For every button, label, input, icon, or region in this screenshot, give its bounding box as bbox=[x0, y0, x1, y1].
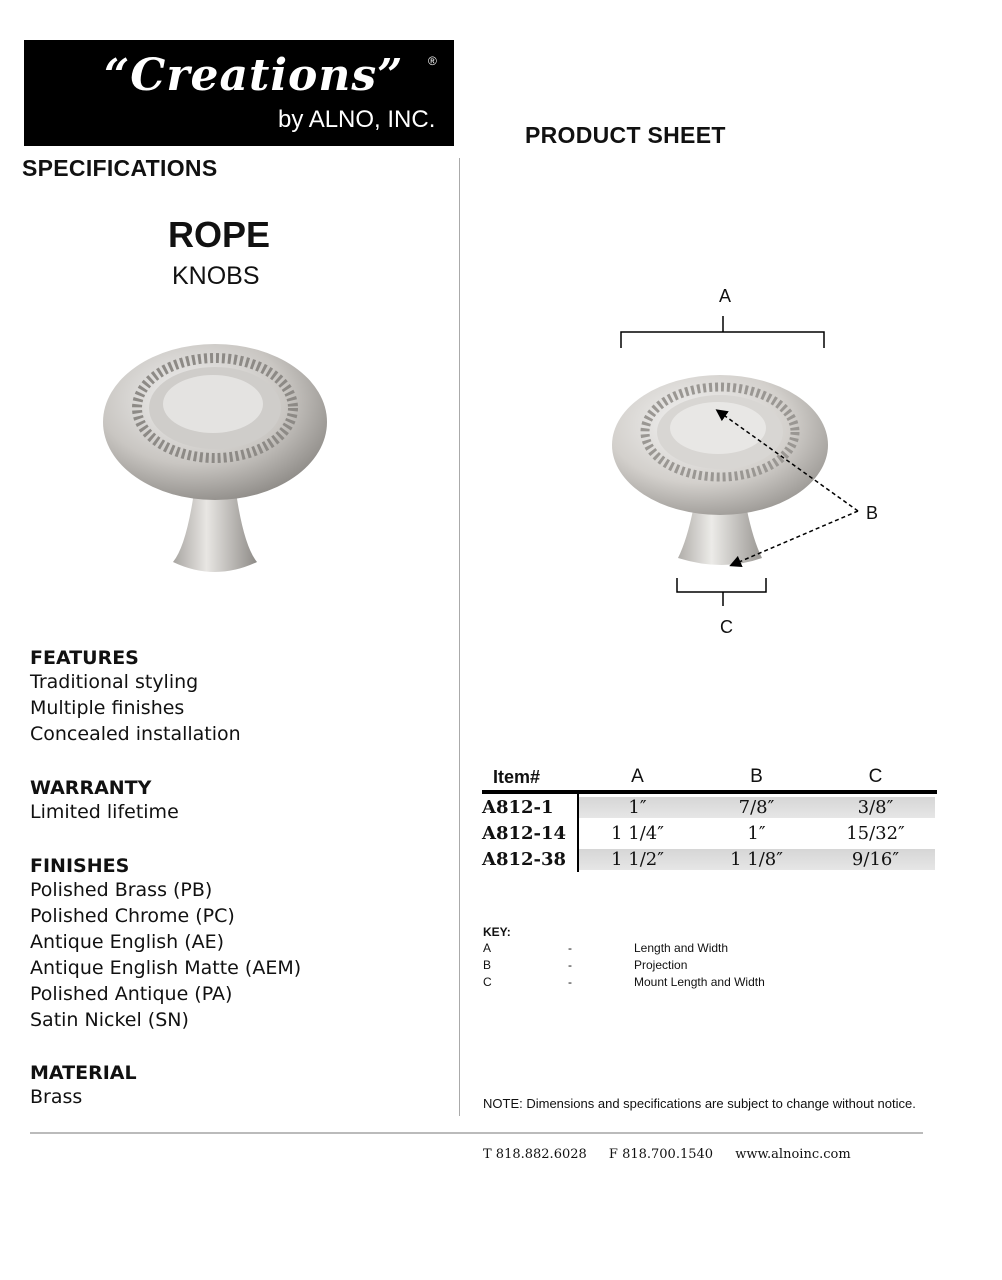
features-title: FEATURES bbox=[30, 647, 139, 669]
key-title: KEY: bbox=[483, 925, 511, 939]
material-section bbox=[30, 1062, 137, 1110]
table-cell: 1 1/2″ bbox=[578, 849, 697, 870]
table-cell: 9/16″ bbox=[816, 849, 935, 870]
table-header-cell: C bbox=[868, 766, 883, 787]
label-b: B bbox=[866, 503, 879, 523]
table-cell: 7/8″ bbox=[697, 797, 816, 818]
key-letter: A bbox=[483, 941, 492, 955]
key-letter: B bbox=[483, 958, 492, 972]
table-header-cell: B bbox=[750, 766, 763, 787]
finish-item: Polished Antique (PA) bbox=[30, 983, 233, 1005]
fax-number: F 818.700.1540 bbox=[608, 1147, 714, 1162]
footer-rule bbox=[30, 1132, 923, 1134]
key-description: Mount Length and Width bbox=[634, 975, 765, 989]
key-dash: - bbox=[568, 975, 572, 989]
feature-item: Multiple finishes bbox=[30, 697, 185, 719]
key-dash: - bbox=[568, 941, 572, 955]
website-link[interactable]: www.alnoinc.com bbox=[735, 1147, 851, 1162]
dimension-table bbox=[482, 764, 937, 872]
finish-item: Satin Nickel (SN) bbox=[30, 1009, 189, 1031]
finish-item: Polished Brass (PB) bbox=[30, 879, 213, 901]
dimension-diagram bbox=[580, 280, 900, 650]
table-cell-item: A812-1 bbox=[482, 796, 554, 818]
table-cell: 3/8″ bbox=[816, 797, 935, 818]
dimension-key bbox=[483, 925, 765, 992]
finishes-title: FINISHES bbox=[30, 855, 130, 877]
table-row bbox=[482, 794, 937, 820]
table-column-rule bbox=[577, 794, 579, 872]
key-description: Projection bbox=[634, 958, 688, 972]
logo-byline: by ALNO, INC. bbox=[278, 106, 436, 133]
material-title: MATERIAL bbox=[30, 1062, 137, 1084]
product-sheet-heading: PRODUCT SHEET bbox=[525, 122, 726, 148]
table-cell: 15/32″ bbox=[846, 822, 905, 844]
feature-item: Traditional styling bbox=[30, 671, 199, 693]
warranty-item: Limited lifetime bbox=[30, 801, 179, 823]
knob-photo bbox=[95, 330, 345, 600]
finishes-section bbox=[30, 855, 301, 1033]
brand-logo bbox=[24, 40, 454, 146]
warranty-title: WARRANTY bbox=[30, 777, 152, 799]
finish-item: Antique English Matte (AEM) bbox=[30, 957, 302, 979]
logo-script: “Creations” bbox=[104, 50, 404, 101]
table-row bbox=[482, 846, 937, 872]
disclaimer-note: NOTE: Dimensions and specifications are subject to change without notice. bbox=[483, 1096, 916, 1111]
dimension-c-bracket bbox=[677, 578, 766, 606]
features-section bbox=[30, 647, 241, 747]
key-dash: - bbox=[568, 958, 572, 972]
finish-item: Polished Chrome (PC) bbox=[30, 905, 235, 927]
dimension-a-bracket bbox=[621, 316, 824, 348]
table-cell: 1″ bbox=[747, 822, 766, 844]
table-cell: 1″ bbox=[578, 797, 697, 818]
table-header-cell: Item# bbox=[493, 766, 541, 787]
table-row bbox=[482, 820, 937, 846]
key-row bbox=[483, 975, 765, 992]
product-name: ROPE bbox=[168, 214, 271, 255]
key-row bbox=[483, 941, 765, 958]
warranty-section bbox=[30, 777, 179, 825]
table-cell: 1 1/8″ bbox=[697, 849, 816, 870]
table-cell-item: A812-14 bbox=[482, 822, 567, 844]
logo-registered-mark: ® bbox=[428, 54, 437, 68]
key-letter: C bbox=[483, 975, 492, 989]
column-divider bbox=[459, 158, 460, 1116]
material-item: Brass bbox=[30, 1086, 83, 1108]
finish-item: Antique English (AE) bbox=[30, 931, 225, 953]
phone-number: T 818.882.6028 bbox=[483, 1147, 587, 1162]
product-type: KNOBS bbox=[172, 262, 260, 290]
table-header-cell: A bbox=[631, 766, 644, 787]
specifications-heading: SPECIFICATIONS bbox=[22, 155, 218, 181]
table-cell-item: A812-38 bbox=[482, 848, 567, 870]
label-a: A bbox=[719, 286, 732, 306]
contact-line bbox=[483, 1147, 869, 1162]
table-header-row bbox=[482, 764, 937, 790]
label-c: C bbox=[720, 617, 733, 637]
feature-item: Concealed installation bbox=[30, 723, 241, 745]
key-description: Length and Width bbox=[634, 941, 729, 955]
key-row bbox=[483, 958, 765, 975]
table-cell: 1 1/4″ bbox=[611, 822, 664, 844]
